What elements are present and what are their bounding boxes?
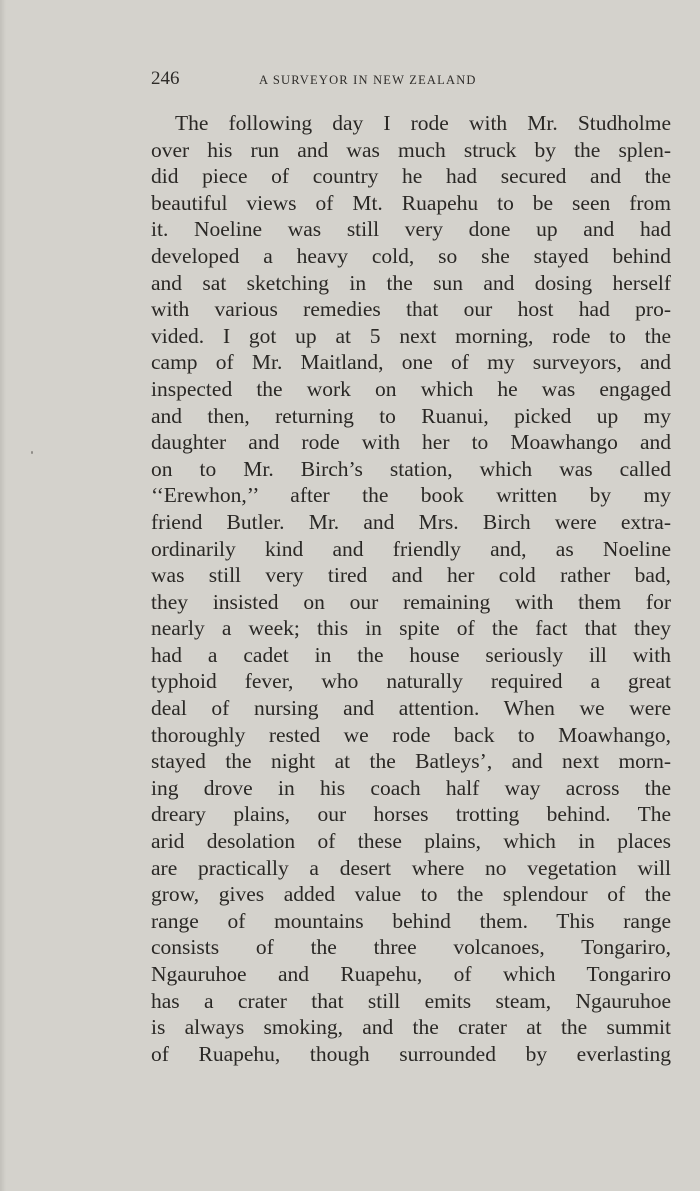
text-line: did piece of country he had secured and the — [151, 164, 671, 189]
text-line: ‘‘Erewhon,’’ after the book written by my — [151, 483, 671, 508]
text-line: with various remedies that our host had pro- — [151, 297, 671, 322]
body-paragraph — [151, 110, 671, 1067]
text-line: range of mountains behind them. This range — [151, 908, 671, 933]
text-line: beautiful views of Mt. Ruapehu to be seen from — [151, 190, 671, 215]
paper-speck — [31, 451, 33, 454]
text-line: it. Noeline was still very done up and had — [151, 217, 671, 242]
text-line: and sat sketching in the sun and dosing herself — [151, 270, 671, 295]
text-line: on to Mr. Birch’s station, which was called — [151, 456, 671, 481]
text-line: had a cadet in the house seriously ill with — [151, 642, 671, 667]
text-line: arid desolation of these plains, which in places — [151, 829, 671, 854]
text-line: nearly a week; this in spite of the fact that they — [151, 616, 671, 641]
text-line: daughter and rode with her to Moawhango and — [151, 430, 671, 455]
text-line: of Ruapehu, though surrounded by everlasting — [151, 1041, 671, 1066]
text-line: dreary plains, our horses trotting behind. The — [151, 802, 671, 827]
text-line: ordinarily kind and friendly and, as Noeline — [151, 536, 671, 561]
text-line: is always smoking, and the crater at the summit — [151, 1015, 671, 1040]
text-line: Ngauruhoe and Ruapehu, of which Tongariro — [151, 962, 671, 986]
text-line: vided. I got up at 5 next morning, rode to the — [151, 323, 671, 348]
text-line: they insisted on our remaining with them for — [151, 589, 671, 614]
text-line: camp of Mr. Maitland, one of my surveyors, and — [151, 350, 671, 375]
text-line: are practically a desert where no vegetation will — [151, 855, 671, 880]
text-line: was still very tired and her cold rather bad, — [151, 563, 671, 588]
text-line: ing drove in his coach half way across the — [151, 775, 671, 800]
page-number: 246 — [151, 68, 180, 89]
text-line: deal of nursing and attention. When we were — [151, 696, 671, 721]
text-line: has a crater that still emits steam, Ngauruhoe — [151, 988, 671, 1013]
text-line: consists of the three volcanoes, Tongariro, — [151, 935, 671, 960]
text-line: inspected the work on which he was engaged — [151, 376, 671, 401]
text-line: developed a heavy cold, so she stayed behind — [151, 243, 671, 268]
text-line: The following day I rode with Mr. Studholme — [175, 111, 671, 135]
text-line: over his run and was much struck by the splen- — [151, 137, 671, 162]
page-gutter-shadow — [0, 0, 6, 1191]
text-line: typhoid fever, who naturally required a great — [151, 669, 671, 694]
text-line: friend Butler. Mr. and Mrs. Birch were extra- — [151, 509, 671, 534]
text-line: and then, returning to Ruanui, picked up my — [151, 403, 671, 428]
running-head: A SURVEYOR IN NEW ZEALAND — [259, 73, 477, 87]
page-header — [151, 66, 671, 92]
text-line: stayed the night at the Batleys’, and next morn- — [151, 749, 671, 774]
text-line: thoroughly rested we rode back to Moawhango, — [151, 722, 671, 747]
text-line: grow, gives added value to the splendour of the — [151, 882, 671, 907]
